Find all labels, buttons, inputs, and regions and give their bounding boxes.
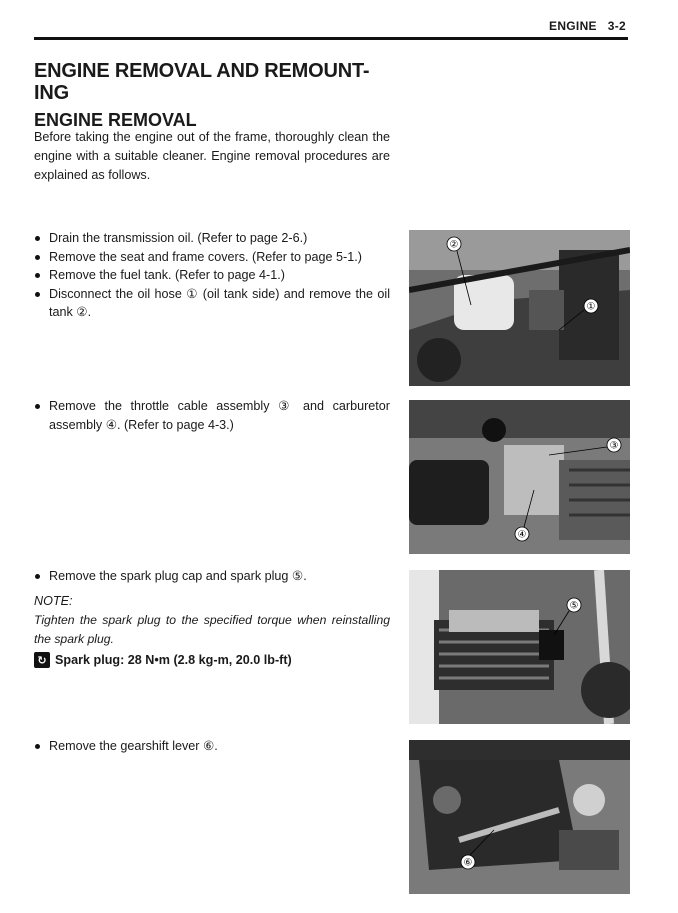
section-subtitle: ENGINE REMOVAL xyxy=(34,110,197,130)
photo1-callout-1: ① xyxy=(586,301,596,313)
photo2-callout-3: ③ xyxy=(609,440,619,452)
steps-group-3 xyxy=(34,567,390,586)
photo3-callout-5: ⑤ xyxy=(569,600,579,612)
step-item: Drain the transmission oil. (Refer to page 2-6.) xyxy=(34,229,390,248)
steps-group-2 xyxy=(34,397,390,434)
torque-wrench-icon: ↻ xyxy=(34,652,50,668)
step-item: Remove the throttle cable assembly ③ and carburetor assembly ④. (Refer to page 4-3.) xyxy=(34,397,390,434)
header-section: ENGINE xyxy=(549,19,597,33)
running-header xyxy=(549,19,626,33)
step-item: Remove the gearshift lever ⑥. xyxy=(34,737,390,756)
header-rule xyxy=(34,37,628,40)
note-text: Tighten the spark plug to the specified torque when reinstalling the spark plug. xyxy=(34,613,390,646)
photo-oil-tank xyxy=(409,230,630,386)
photo-spark-plug xyxy=(409,570,630,724)
photo1-callout-2: ② xyxy=(449,239,459,251)
step-item: Remove the fuel tank. (Refer to page 4-1.) xyxy=(34,266,390,285)
torque-spec xyxy=(34,652,292,668)
step-item: Remove the spark plug cap and spark plug ⑤. xyxy=(34,567,390,586)
page-title: ENGINE REMOVAL AND REMOUNT- ING xyxy=(34,60,370,104)
steps-group-1 xyxy=(34,229,390,322)
torque-spec-text: Spark plug: 28 N•m (2.8 kg-m, 20.0 lb-ft) xyxy=(55,653,292,667)
photo-carburetor xyxy=(409,400,630,554)
photo4-callout-6: ⑥ xyxy=(463,857,473,869)
photo2-callout-4: ④ xyxy=(517,529,527,541)
step-item: Remove the seat and frame covers. (Refer to page 5-1.) xyxy=(34,248,390,267)
steps-group-4 xyxy=(34,737,390,756)
intro-paragraph: Before taking the engine out of the frame, thoroughly clean the engine with a suitable cleaner. Engine removal procedures are explained as follows. xyxy=(34,130,390,182)
step-item: Disconnect the oil hose ① (oil tank side) and remove the oil tank ②. xyxy=(34,285,390,322)
note-title: NOTE: xyxy=(34,594,73,608)
photo-gearshift-lever xyxy=(409,740,630,894)
header-page-number: 3-2 xyxy=(607,19,626,33)
